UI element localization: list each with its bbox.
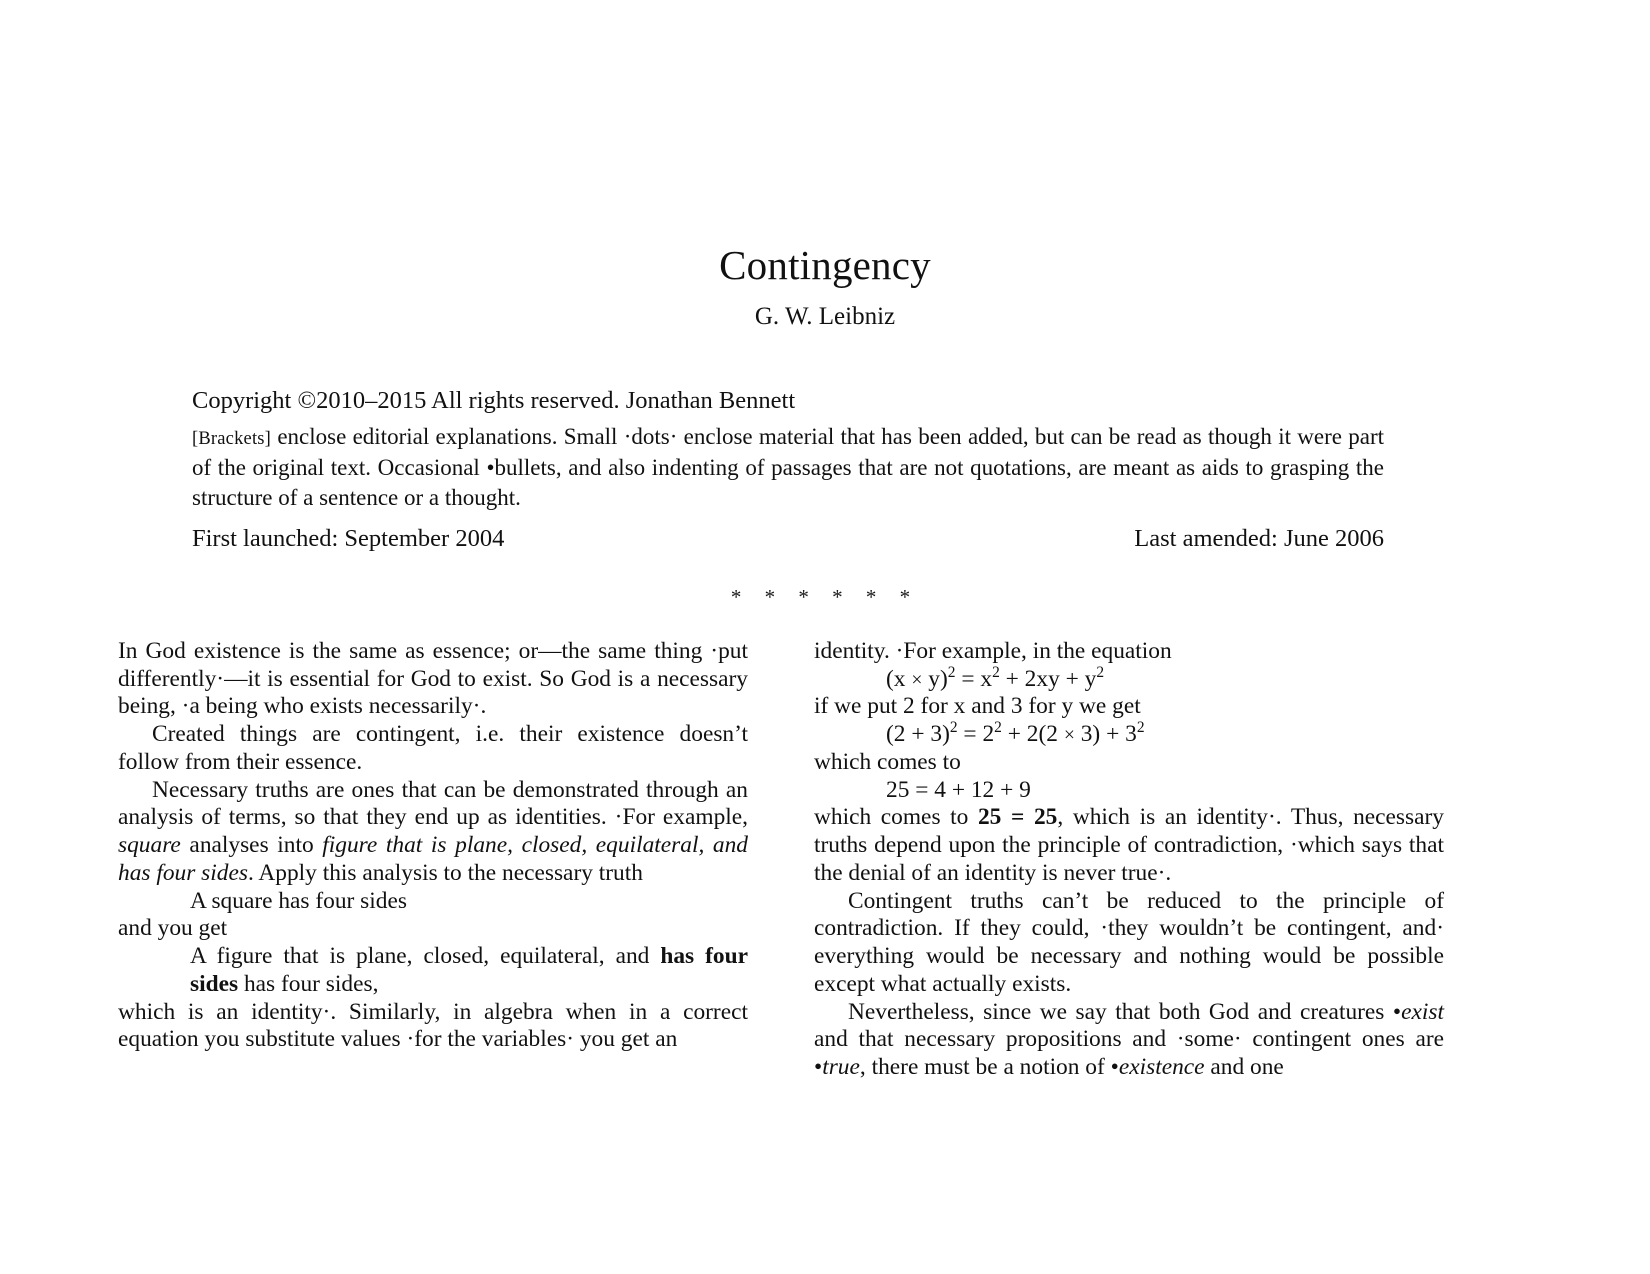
necessary-truths-text-b: analyses into <box>180 832 323 859</box>
term-existence: existence <box>1118 1054 1205 1081</box>
first-launched-date: First launched: September 2004 <box>192 525 505 553</box>
eq1-part-3: 2 <box>947 663 956 681</box>
quote-text-a: A figure that is plane, closed, equilateral, and <box>190 943 661 970</box>
right-column <box>814 638 1444 1082</box>
multiplication-icon: × <box>911 668 923 691</box>
quote-figure-has-four-sides <box>118 943 748 998</box>
equation-one <box>814 663 1444 694</box>
quote-bold-has-four-sides: has four sides <box>190 943 748 997</box>
paragraph-substitute-values: if we put 2 for x and 3 for y we get <box>814 693 1141 720</box>
front-matter <box>192 385 1384 555</box>
eq1-part-7: 2 <box>1096 663 1105 681</box>
eq2-part-4: + 2(2 <box>1001 721 1064 748</box>
definition-figure: figure that is plane, closed, equilateral, and has four sides <box>118 832 748 886</box>
nevertheless-text-d: and one <box>1204 1054 1284 1081</box>
paragraph-necessary-truths <box>118 777 748 888</box>
nevertheless-text-a: Nevertheless, since we say that both God and creatures • <box>848 998 1402 1025</box>
editorial-note <box>192 422 1384 513</box>
eq2-part-6: 3) + 3 <box>1074 721 1137 748</box>
term-true: true <box>822 1054 860 1081</box>
quote-text-b: has four sides, <box>238 970 379 997</box>
term-exist: exist <box>1401 998 1444 1025</box>
identity-text-a: which comes to <box>814 804 978 831</box>
nevertheless-text-c: , there must be a notion of • <box>859 1054 1119 1081</box>
equation-three: 25 = 4 + 12 + 9 <box>886 776 1031 803</box>
last-amended-date: Last amended: June 2006 <box>1134 525 1384 553</box>
term-square: square <box>118 832 181 859</box>
eq2-part-2: = 2 <box>957 721 995 748</box>
editorial-note-text: enclose editorial explanations. Small ·dots· enclose material that has been added, but can be read as though it were part of the original text. Occasional •bullets, and also indenting of passages that are not quotations, are meant as aids to grasping the structure of a sentence or a thought. <box>192 424 1384 511</box>
eq1-part-6: + 2xy + y <box>999 665 1097 692</box>
document-author: G. W. Leibniz <box>754 303 896 330</box>
paragraph-created-things: Created things are contingent, i.e. their existence doesn’t follow from their essence. <box>118 721 748 775</box>
bold-identity-equation: 25 = 25 <box>977 804 1058 831</box>
left-column <box>118 638 748 1082</box>
dates-row <box>192 523 1384 555</box>
page-title: Contingency <box>719 242 931 289</box>
asterisk-divider: * * * * * * <box>730 585 920 609</box>
equation-two <box>814 721 1444 749</box>
eq1-part-5: 2 <box>992 663 1000 681</box>
body-columns <box>118 638 1532 1082</box>
brackets-label: [Brackets] <box>192 429 272 450</box>
paragraph-contingent-truths: Contingent truths can’t be reduced to the principle of contradiction. If they could, ·they wouldn’t be contingent, and· everything would be necessary and nothing would be possible except what actually exists. <box>814 887 1444 997</box>
eq2-part-3: 2 <box>994 719 1002 737</box>
eq1-part-0: (x <box>886 665 912 692</box>
paragraph-which-comes-to: which comes to <box>814 748 961 775</box>
paragraph-which-is-an-identity: which is an identity·. Similarly, in algebra when in a correct equation you substitute values ·for the variables· you get an <box>118 998 748 1053</box>
paragraph-god-existence: In God existence is the same as essence; or—the same thing ·put differently·—it is essential for God to exist. So God is a necessary being, ·a being who exists necessarily·. <box>118 638 748 720</box>
multiplication-icon-2: × <box>1063 724 1075 747</box>
necessary-truths-text-c: . Apply this analysis to the necessary truth <box>247 859 643 886</box>
eq1-part-2: y) <box>922 665 948 692</box>
paragraph-nevertheless <box>814 999 1444 1082</box>
paragraph-twentyfive-identity <box>814 804 1444 887</box>
copyright-line: Copyright ©2010–2015 All rights reserved. Jonathan Bennett <box>192 387 796 414</box>
quote-square-has-four-sides: A square has four sides <box>190 887 407 914</box>
paragraph-and-you-get: and you get <box>118 915 228 942</box>
eq2-part-7: 2 <box>1136 719 1145 737</box>
eq2-part-0: (2 + 3) <box>886 721 950 748</box>
eq1-part-4: = x <box>955 665 993 692</box>
identity-text-b: , which is an identity·. Thus, necessary truths depend upon the principle of contradiction, ·which says that the denial of an identity is never true·. <box>814 804 1444 886</box>
nevertheless-text-b: and that necessary propositions and ·some· contingent ones are • <box>814 1026 1444 1081</box>
eq2-part-1: 2 <box>949 719 958 737</box>
necessary-truths-text-a: Necessary truths are ones that can be demonstrated through an analysis of terms, so that they end up as identities. ·For example, <box>118 776 748 831</box>
paragraph-identity-example: identity. ·For example, in the equation <box>814 638 1172 664</box>
